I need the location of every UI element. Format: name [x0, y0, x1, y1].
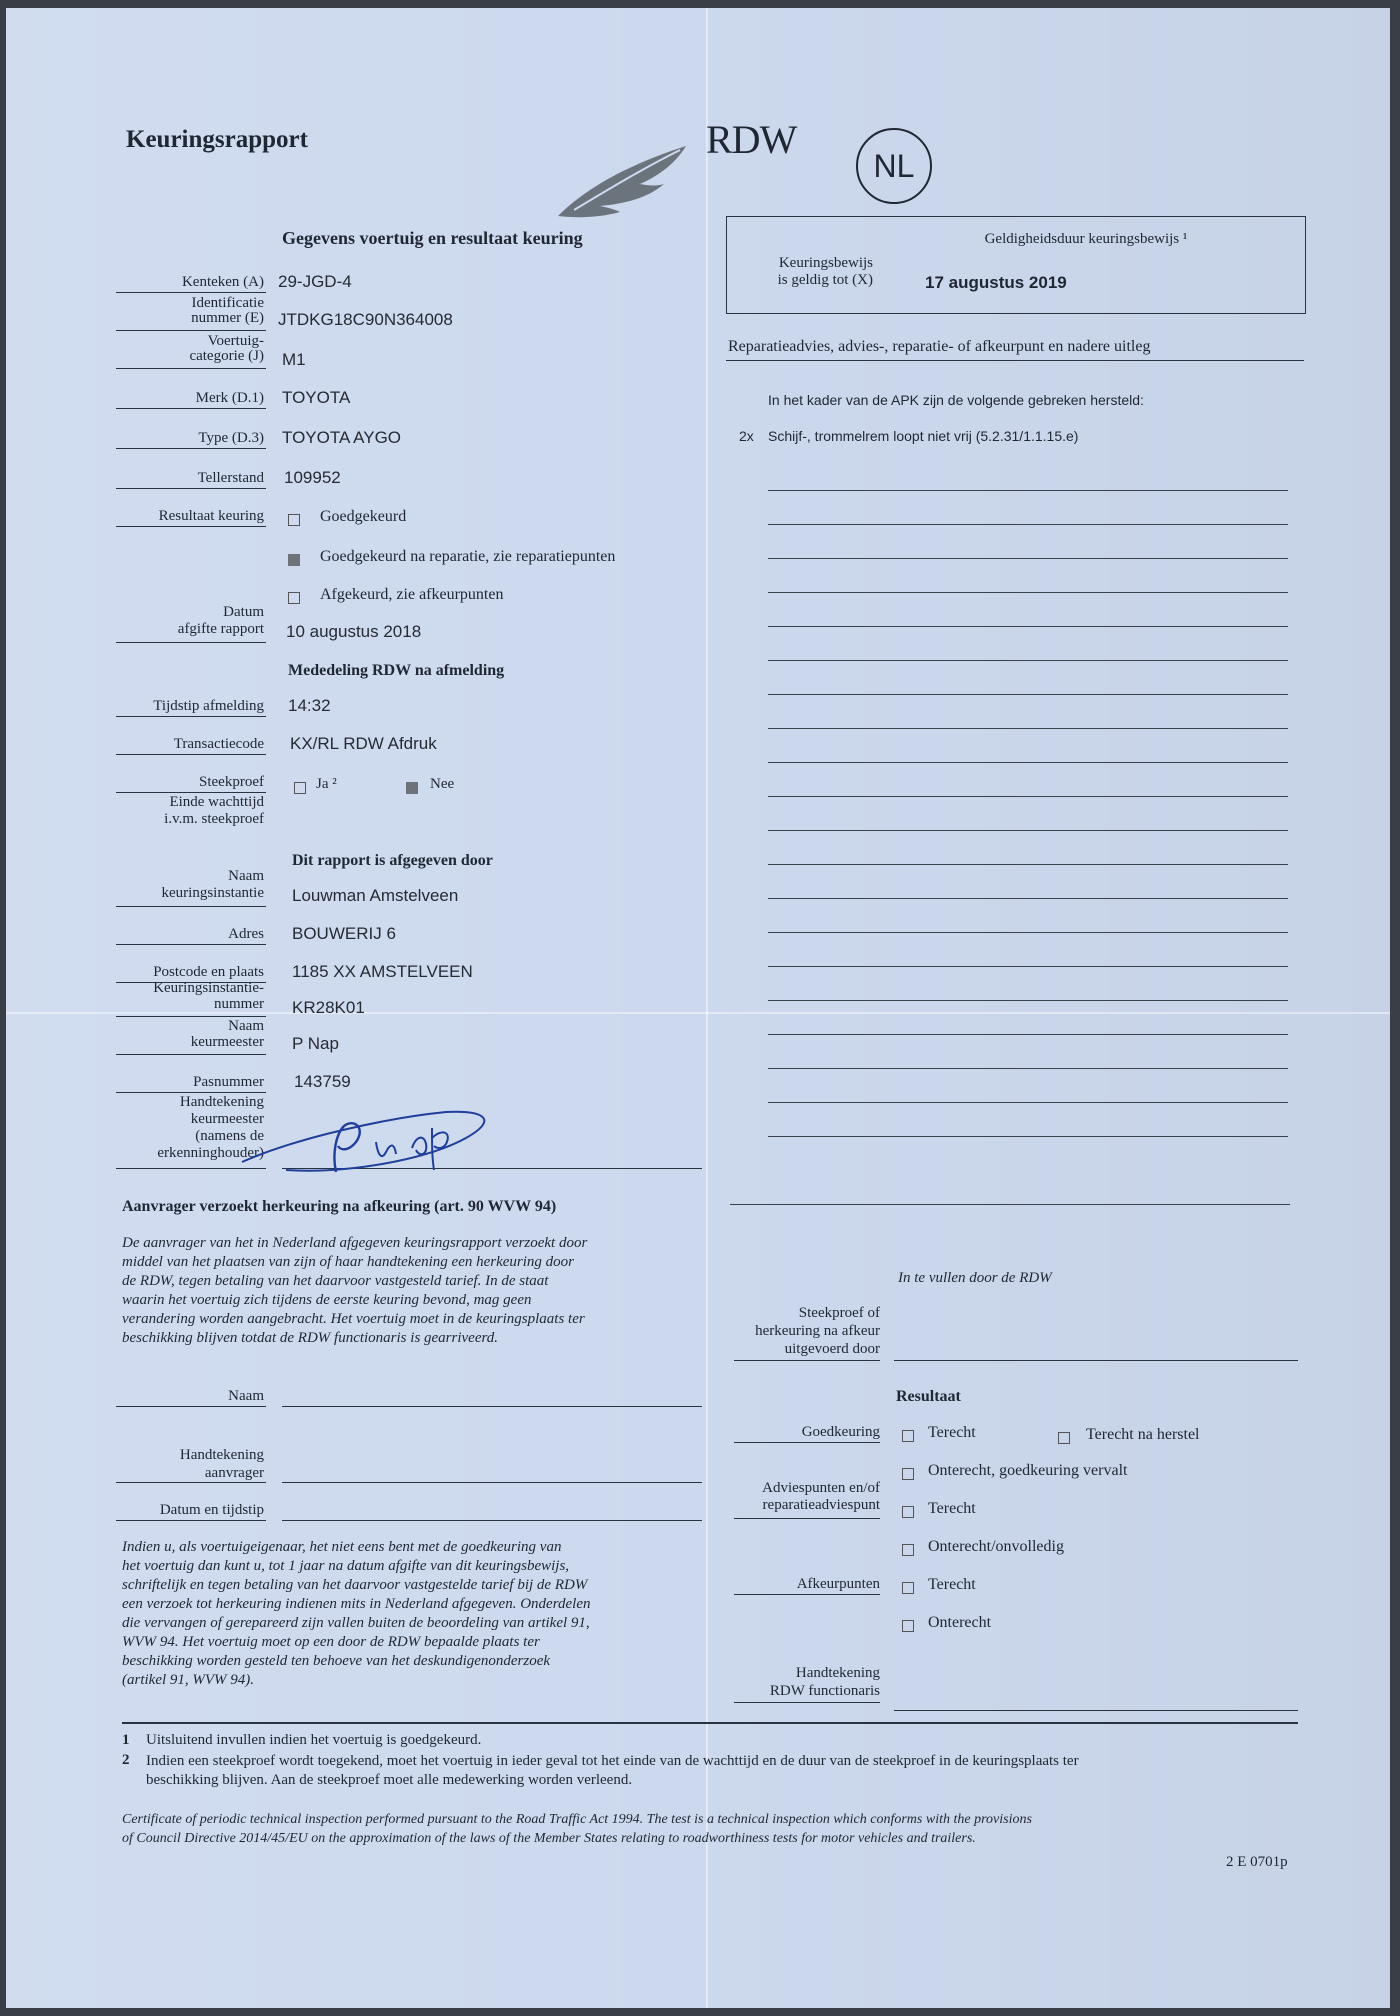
signature-mark	[236, 1098, 506, 1188]
label-handtekening-rdw: Handtekening RDW functionaris	[769, 1665, 880, 1699]
checkbox-terecht-na-herstel[interactable]	[1058, 1432, 1070, 1444]
checkbox-advies-terecht[interactable]	[902, 1506, 914, 1518]
underline	[116, 716, 266, 717]
value-postcode-plaats: 1185 XX AMSTELVEEN	[292, 962, 473, 981]
remark-line	[768, 1102, 1288, 1103]
aanvrager-handtekening-field[interactable]	[282, 1482, 702, 1483]
remark-line	[768, 694, 1288, 695]
remark-line	[768, 524, 1288, 525]
label-geldig-tot: Keuringsbewijs is geldig tot (X)	[777, 255, 873, 288]
value-tijdstip-afmelding: 14:32	[288, 696, 331, 715]
aanvrager-datum-field[interactable]	[282, 1520, 702, 1521]
label-adres: Adres	[228, 926, 264, 942]
label-pasnummer: Pasnummer	[193, 1074, 264, 1090]
nl-country-badge: NL	[856, 128, 932, 204]
document-page	[6, 8, 1390, 2008]
apk-intro: In het kader van de APK zijn de volgende gebreken hersteld:	[768, 392, 1144, 408]
underline	[116, 944, 266, 945]
remark-line	[768, 1000, 1288, 1001]
remark-line	[768, 660, 1288, 661]
label-kenteken: Kenteken (A)	[181, 274, 264, 290]
underline	[116, 526, 266, 527]
label-keuringsinstantienummer: Keuringsinstantie- nummer	[153, 980, 264, 1012]
label-datum-afgifte: Datum afgifte rapport	[177, 604, 264, 637]
remark-line	[768, 1136, 1288, 1137]
footnote-1: Uitsluitend invullen indien het voertuig is goedgekeurd.	[146, 1732, 482, 1748]
footnote-number: 2	[122, 1752, 130, 1768]
remark-line	[768, 796, 1288, 797]
label-naam-keurmeester: Naam keurmeester	[190, 1018, 264, 1050]
option-afkeur-terecht: Terecht	[928, 1576, 976, 1593]
underline	[116, 1520, 266, 1521]
remark-line	[768, 864, 1288, 865]
underline	[116, 906, 266, 907]
document-title: Keuringsrapport	[126, 126, 308, 153]
form-code: 2 E 0701p	[1226, 1854, 1288, 1870]
remark-line	[730, 1204, 1290, 1205]
value-kenteken: 29-JGD-4	[278, 272, 352, 291]
remark-line	[768, 966, 1288, 967]
underline	[116, 1406, 266, 1407]
option-goedkeuring-terecht: Terecht	[928, 1424, 976, 1441]
underline	[116, 330, 266, 331]
checkbox-afkeur-terecht[interactable]	[902, 1582, 914, 1594]
certificate-text: Certificate of periodic technical inspection performed pursuant to the Road Traffic Act 1994. The test is a technical inspection which conforms with the provisions of Council Directive 2014/45/EU on the approximation of the laws of the Member States relating to roadworthiness tests for motor vehicles and trailers.	[122, 1812, 1032, 1846]
rdw-fill-label: In te vullen door de RDW	[898, 1270, 1052, 1286]
value-geldig-tot: 17 augustus 2019	[925, 273, 1067, 292]
underline	[734, 1594, 880, 1595]
option-afgekeurd: Afgekeurd, zie afkeurpunten	[320, 586, 504, 603]
option-goedgekeurd: Goedgekeurd	[320, 508, 407, 525]
remark-line	[768, 762, 1288, 763]
value-pasnummer: 143759	[294, 1072, 351, 1091]
validity-title: Geldigheidsduur keuringsbewijs ¹	[984, 231, 1188, 247]
remark-line	[768, 728, 1288, 729]
label-voertuigcategorie: Voertuig- categorie (J)	[189, 333, 264, 364]
rdw-handtekening-field[interactable]	[894, 1710, 1298, 1711]
section-title-mededeling: Mededeling RDW na afmelding	[288, 662, 505, 679]
underline	[116, 408, 266, 409]
label-postcode-plaats: Postcode en plaats	[153, 964, 264, 980]
label-handtekening-aanvrager: Handtekening aanvrager	[179, 1447, 264, 1481]
defect-count: 2x	[739, 428, 754, 444]
label-resultaat-keuring: Resultaat keuring	[158, 508, 264, 524]
value-tellerstand: 109952	[284, 468, 341, 487]
remark-line	[768, 558, 1288, 559]
label-steekproef: Steekproef	[199, 774, 264, 790]
option-terecht-na-herstel: Terecht na herstel	[1086, 1426, 1200, 1443]
underline	[116, 1016, 266, 1017]
value-transactiecode: KX/RL RDW Afdruk	[290, 734, 437, 753]
value-merk: TOYOTA	[282, 388, 351, 407]
underline	[116, 1054, 266, 1055]
steekproef-field[interactable]	[894, 1360, 1298, 1361]
label-transactiecode: Transactiecode	[173, 736, 264, 752]
value-identificatienummer: JTDKG18C90N364008	[278, 310, 453, 329]
footnote-2: Indien een steekproef wordt toegekend, moet het voertuig in ieder geval tot het einde van de wachttijd en de duur van de steekproef in de keuringsplaats ter beschikking blijven. Aan de steekproef moet alle medewerking worden verleend.	[146, 1753, 1079, 1788]
label-aanvrager-naam: Naam	[228, 1388, 264, 1404]
checkbox-goedgekeurd-na-reparatie[interactable]	[288, 554, 300, 566]
validity-box	[726, 216, 1306, 314]
label-goedkeuring: Goedkeuring	[801, 1424, 880, 1440]
footnote-number: 1	[122, 1732, 130, 1748]
label-einde-wachttijd: Einde wachttijd i.v.m. steekproef	[164, 794, 264, 827]
paragraph-aanvrager: De aanvrager van het in Nederland afgegeven keuringsrapport verzoekt door middel van het plaatsen van zijn of haar handtekening een herkeuring door de RDW, tegen betaling van het daarvoor vastgesteld tarief. In de staat waarin het voertuig zich tijdens de eerste keuring bevond, mag geen verandering worden aangebracht. Het voertuig moet in de keuringsplaats ter beschikking blijven totdat de RDW functionaris is gearriveerd.	[122, 1235, 588, 1346]
label-afkeurpunten: Afkeurpunten	[796, 1576, 880, 1592]
underline	[734, 1442, 880, 1443]
remark-line	[768, 898, 1288, 899]
underline	[726, 360, 1304, 361]
checkbox-steekproef-nee[interactable]	[406, 782, 418, 794]
underline	[116, 1482, 266, 1483]
value-keurmeester: P Nap	[292, 1034, 339, 1053]
remark-line	[768, 490, 1288, 491]
value-voertuigcategorie: M1	[282, 350, 306, 369]
checkbox-afgekeurd[interactable]	[288, 592, 300, 604]
underline	[116, 1092, 266, 1093]
section-title-aanvrager: Aanvrager verzoekt herkeuring na afkeuring (art. 90 WVW 94)	[122, 1198, 557, 1215]
option-onterecht-vervalt: Onterecht, goedkeuring vervalt	[928, 1462, 1128, 1479]
underline	[116, 792, 266, 793]
checkbox-afkeur-onterecht[interactable]	[902, 1620, 914, 1632]
aanvrager-naam-field[interactable]	[282, 1406, 702, 1407]
label-merk: Merk (D.1)	[195, 390, 264, 406]
underline	[116, 292, 266, 293]
option-advies-terecht: Terecht	[928, 1500, 976, 1517]
label-identificatienummer: Identificatie nummer (E)	[191, 295, 264, 326]
checkbox-goedkeuring-terecht[interactable]	[902, 1430, 914, 1442]
underline	[734, 1518, 880, 1519]
option-steekproef-ja: Ja ²	[316, 776, 337, 792]
remark-line	[768, 1034, 1288, 1035]
underline	[116, 448, 266, 449]
remark-line	[768, 932, 1288, 933]
underline	[734, 1702, 880, 1703]
option-steekproef-nee: Nee	[430, 776, 455, 792]
value-adres: BOUWERIJ 6	[292, 924, 396, 943]
underline	[116, 488, 266, 489]
underline	[116, 368, 266, 369]
defect-text: Schijf-, trommelrem loopt niet vrij (5.2.31/1.1.15.e)	[768, 428, 1079, 444]
underline	[734, 1360, 880, 1361]
label-tijdstip-afmelding: Tijdstip afmelding	[153, 698, 264, 714]
option-advies-onterecht: Onterecht/onvolledig	[928, 1538, 1064, 1555]
fold-horizontal	[6, 1012, 1390, 1014]
label-steekproef-herkeuring: Steekproef of herkeuring na afkeur uitgevoerd door	[755, 1305, 880, 1357]
underline	[116, 754, 266, 755]
section-title-vehicle: Gegevens voertuig en resultaat keuring	[282, 228, 583, 248]
reparatie-title: Reparatieadvies, advies-, reparatie- of afkeurpunt en nadere uitleg	[728, 338, 1151, 355]
label-type: Type (D.3)	[198, 430, 264, 446]
remark-line	[768, 626, 1288, 627]
checkbox-onterecht-vervalt[interactable]	[902, 1468, 914, 1480]
option-afkeur-onterecht: Onterecht	[928, 1614, 992, 1631]
fold-vertical	[706, 8, 708, 2008]
rdw-brand: RDW	[706, 117, 797, 162]
value-keuringsinstantienummer: KR28K01	[292, 998, 365, 1017]
label-naam-keuringsinstantie: Naam keuringsinstantie	[161, 868, 264, 901]
label-handtekening-keurmeester: Handtekening keurmeester (namens de erkenninghouder)	[157, 1094, 264, 1161]
label-datum-tijdstip: Datum en tijdstip	[159, 1502, 264, 1518]
label-tellerstand: Tellerstand	[197, 470, 264, 486]
paragraph-indien: Indien u, als voertuigeigenaar, het niet eens bent met de goedkeuring van het voertuig dan kunt u, tot 1 jaar na datum afgifte van dit keuringsbewijs, schriftelijk en tegen betaling van het daarvoor vastgestelde tarief bij de RDW een verzoek tot herkeuring indienen mits in Nederland afgegeven. Onderdelen die vervangen of gerepareerd zijn vallen buiten de beoordeling van artikel 91, WVW 94. Het voertuig moet op een door de RDW bepaalde plaats ter beschikking worden gesteld ten behoeve van het deskundigenonderzoek (artikel 91, WVW 94).	[122, 1539, 591, 1688]
resultaat-heading: Resultaat	[896, 1388, 961, 1405]
remark-line	[768, 830, 1288, 831]
underline	[116, 642, 266, 643]
rdw-feather-logo	[554, 140, 694, 222]
remark-line	[768, 1068, 1288, 1069]
value-keuringsinstantie: Louwman Amstelveen	[292, 886, 459, 905]
remark-line	[768, 592, 1288, 593]
section-title-afgegeven: Dit rapport is afgegeven door	[292, 852, 493, 869]
checkbox-steekproef-ja[interactable]	[294, 782, 306, 794]
value-datum-afgifte: 10 augustus 2018	[286, 622, 422, 641]
checkbox-goedgekeurd[interactable]	[288, 514, 300, 526]
checkbox-advies-onterecht[interactable]	[902, 1544, 914, 1556]
label-adviespunten: Adviespunten en/of reparatieadviespunt	[762, 1480, 880, 1513]
value-type: TOYOTA AYGO	[282, 428, 402, 447]
option-goedgekeurd-na-reparatie: Goedgekeurd na reparatie, zie reparatiepunten	[320, 548, 616, 565]
footnote-divider	[122, 1722, 1298, 1724]
